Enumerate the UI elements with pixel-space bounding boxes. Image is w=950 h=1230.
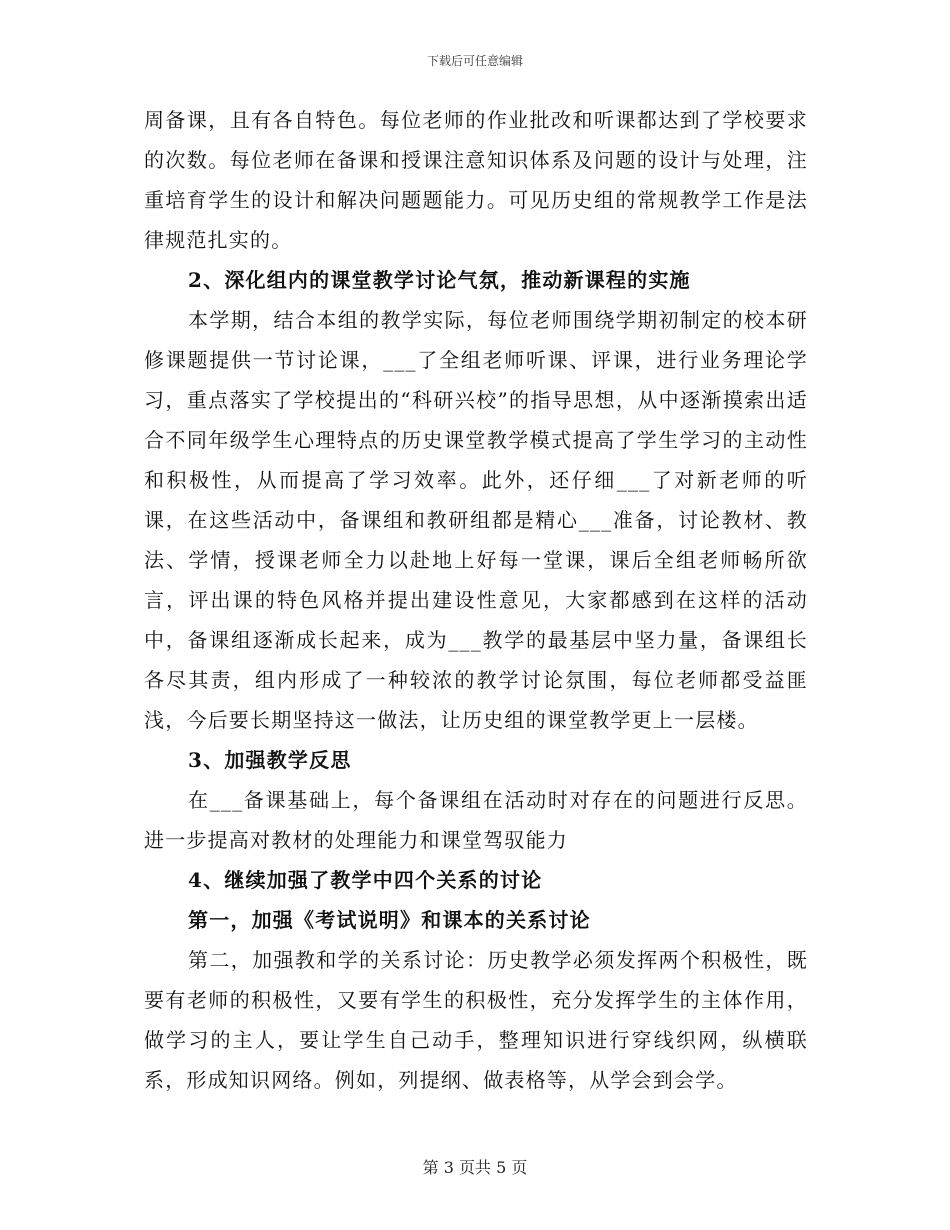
section-heading-2: 2、深化组内的课堂教学讨论气氛，推动新课程的实施 (188, 268, 691, 292)
page-header: 下载后可任意编辑 (426, 54, 523, 68)
paragraph-section-2: 本学期，结合本组的教学实际，每位老师围绕学期初制定的校本研修课题提供一节讨论课，___了全组老师听课、评课，进行业务理论学习，重点落实了学校提出的“科研兴校”的指导思想，从中逐渐摸索出适合不同年级学生心理特点的历史课堂教学模式提高了学生学习的主动性和积极性，从而提高了学习效率。此外，还仔细___了对新老师的听课，在这些活动中，备课组和教研组都是精心___准备，讨论教材、教法、学情，授课老师全力以赴地上好每一堂课，课后全组老师畅所欲言，评出课的特色风格并提出建设性意见，大家都感到在这样的活动中，备课组逐渐成长起来，成为___教学的最基层中坚力量，备课组长各尽其责，组内形成了一种较浓的教学讨论氛围，每位老师都受益匪浅，今后要长期坚持这一做法，让历史组的课堂教学更上一层楼。 (144, 308, 808, 732)
paragraph-continued: 周备课，且有各自特色。每位老师的作业批改和听课都达到了学校要求的次数。每位老师在备课和授课注意知识体系及问题的设计与处理，注重培育学生的设计和解决问题题能力。可见历史组的常规教学工作是法律规范扎实的。 (144, 108, 808, 252)
paragraph-section-3: 在___备课基础上，每个备课组在活动时对存在的问题进行反思。进一步提高对教材的处理能力和课堂驾驭能力 (144, 788, 808, 852)
section-heading-3: 3、加强教学反思 (188, 748, 352, 772)
document-body (144, 100, 808, 1100)
subheading-first: 第一，加强《考试说明》和课本的关系讨论 (188, 908, 591, 932)
page-number: 第 3 页共 5 页 (422, 1158, 528, 1177)
section-heading-4: 4、继续加强了教学中四个关系的讨论 (188, 868, 543, 892)
paragraph-second: 第二，加强教和学的关系讨论：历史教学必须发挥两个积极性，既要有老师的积极性，又要有学生的积极性，充分发挥学生的主体作用，做学习的主人，要让学生自己动手，整理知识进行穿线织网，纵横联系，形成知识网络。例如，列提纲、做表格等，从学会到会学。 (144, 948, 808, 1092)
